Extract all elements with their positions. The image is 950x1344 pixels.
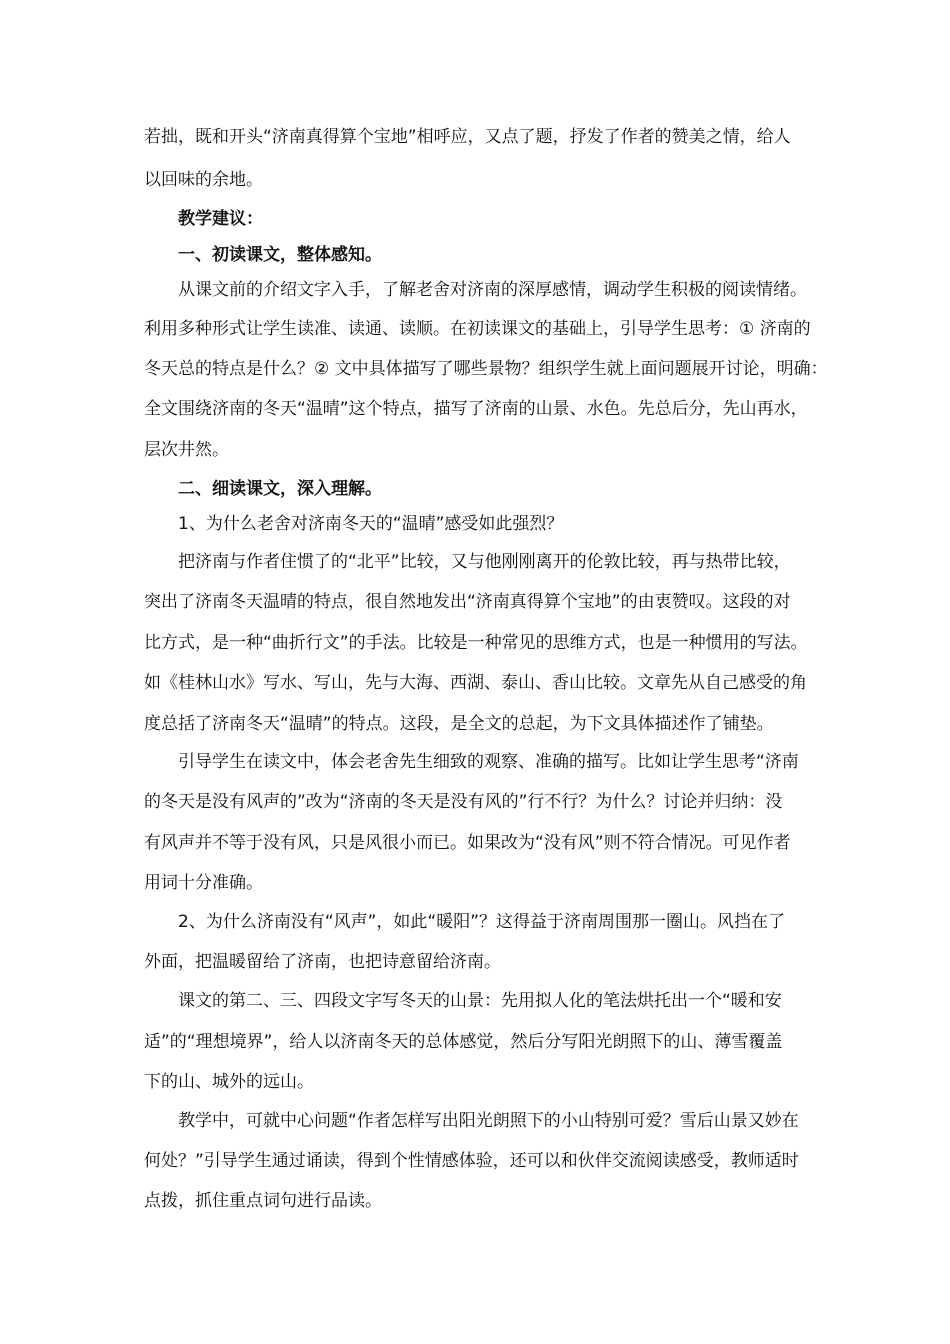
paragraph-line: 何处？”引导学生通过诵读，得到个性情感体验，还可以和伙伴交流阅读感受，教师适时 [144,1151,799,1171]
paragraph-line: 比方式，是一种“曲折行文”的手法。比较是一种常见的思维方式，也是一种惯用的写法。 [144,633,808,653]
paragraph-line: 教学中，可就中心问题“作者怎样写出阳光朗照下的小山特别可爱？雪后山景又妙在 [178,1111,799,1131]
paragraph-line: 突出了济南冬天温晴的特点，很自然地发出“济南真得算个宝地”的由衷赞叹。这段的对 [144,592,791,612]
paragraph-line: 把济南与作者住惯了的“北平”比较，又与他刚刚离开的伦敦比较，再与热带比较， [178,552,791,572]
section-heading: 二、细读课文，深入理解。 [178,479,382,499]
paragraph-line: 外面，把温暖留给了济南，也把诗意留给济南。 [144,952,501,972]
paragraph-line: 适”的“理想境界”，给人以济南冬天的总体感觉，然后分写阳光朗照下的山、薄雪覆盖 [144,1032,783,1052]
paragraph-line: 点拨，抓住重点词句进行品读。 [144,1191,382,1211]
paragraph-line: 课文的第二、三、四段文字写冬天的山景：先用拟人化的笔法烘托出一个“暖和安 [178,991,782,1011]
paragraph-line: 若拙，既和开头“济南真得算个宝地”相呼应，又点了题，抒发了作者的赞美之情，给人 [144,127,791,147]
paragraph-line: 从课文前的介绍文字入手，了解老舍对济南的深厚感情，调动学生积极的阅读情绪。 [178,280,807,300]
paragraph-line: 冬天总的特点是什么？② 文中具体描写了哪些景物？组织学生就上面问题展开讨论，明确： [144,359,828,379]
paragraph-line: 利用多种形式让学生读准、读通、读顺。在初读课文的基础上，引导学生思考：① 济南的 [144,319,811,339]
paragraph-line: 有风声并不等于没有风，只是风很小而已。如果改为“没有风”则不符合情况。可见作者 [144,833,791,853]
paragraph-line: 下的山、城外的远山。 [144,1072,314,1092]
section-heading: 一、初读课文，整体感知。 [178,245,382,265]
paragraph-line: 以回味的余地。 [144,170,263,190]
section-heading: 教学建议： [178,209,263,229]
paragraph-line: 1、为什么老舍对济南冬天的“温晴”感受如此强烈？ [178,514,564,534]
paragraph-line: 的冬天是没有风声的”改为“济南的冬天是没有风的”行不行？为什么？讨论并归纳：没 [144,792,783,812]
paragraph-line: 2、为什么济南没有“风声”，如此“暖阳”？这得益于济南周围那一圈山。风挡在了 [178,912,786,932]
paragraph-line: 全文围绕济南的冬天“温晴”这个特点，描写了济南的山景、水色。先总后分，先山再水， [144,399,808,419]
paragraph-line: 度总括了济南冬天“温晴”的特点。这段，是全文的总起，为下文具体描述作了铺垫。 [144,714,774,734]
paragraph-line: 用词十分准确。 [144,873,263,893]
paragraph-line: 如《桂林山水》写水、写山，先与大海、西湖、泰山、香山比较。文章先从自己感受的角 [144,673,807,693]
paragraph-line: 引导学生在读文中，体会老舍先生细致的观察、准确的描写。比如让学生思考“济南 [178,752,799,772]
paragraph-line: 层次井然。 [144,440,229,460]
